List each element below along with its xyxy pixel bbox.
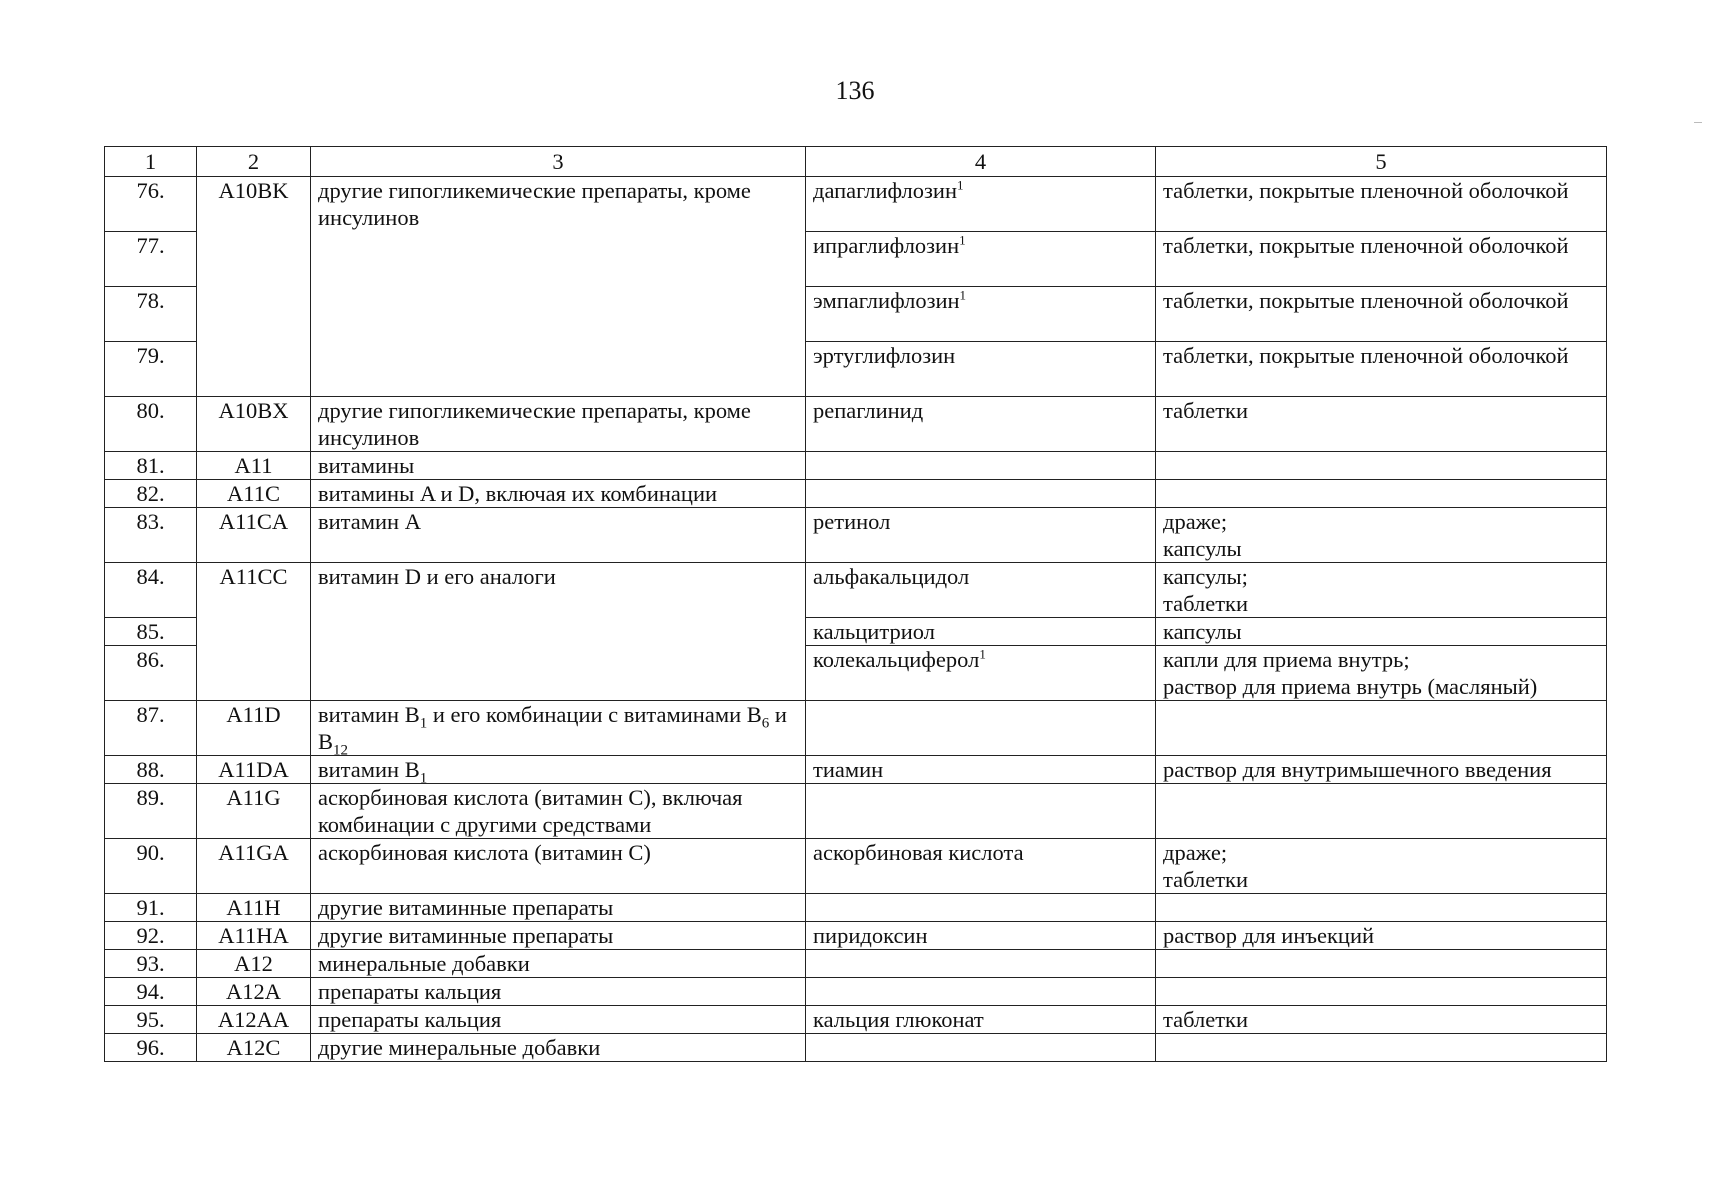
column-header: 3 [311,147,806,177]
group-name: препараты кальция [311,978,806,1006]
table-row [105,894,1607,922]
table-row [105,1034,1607,1062]
atc-code: A11D [197,701,311,756]
dosage-form: таблетки, покрытые пленочной оболочкой [1156,177,1607,232]
dosage-form: капсулы [1156,618,1607,646]
drug-name: колекальциферол$^1$ [806,646,1156,701]
atc-code: A10BX [197,397,311,452]
drug-name [806,1034,1156,1062]
atc-code: A11GA [197,839,311,894]
atc-code: A11CC [197,563,311,701]
atc-code: A11HA [197,922,311,950]
column-header: 1 [105,147,197,177]
column-header: 4 [806,147,1156,177]
dosage-form: таблетки, покрытые пленочной оболочкой [1156,342,1607,397]
dosage-form: капсулы; таблетки [1156,563,1607,618]
row-number: 87. [105,701,197,756]
row-number: 78. [105,287,197,342]
dosage-form: раствор для инъекций [1156,922,1607,950]
atc-code: A12AA [197,1006,311,1034]
group-name: аскорбиновая кислота (витамин C), включая комбинации с другими средствами [311,784,806,839]
drug-name: дапаглифлозин$^1$ [806,177,1156,232]
atc-code: A11G [197,784,311,839]
group-name: витамины A и D, включая их комбинации [311,480,806,508]
table-header-row [105,147,1607,177]
drug-name [806,452,1156,480]
row-number: 95. [105,1006,197,1034]
group-name: минеральные добавки [311,950,806,978]
group-name: витамин D и его аналоги [311,563,806,701]
margin-mark [1694,122,1702,123]
table-row [105,1006,1607,1034]
drug-name: кальция глюконат [806,1006,1156,1034]
dosage-form: раствор для внутримышечного введения [1156,756,1607,784]
row-number: 86. [105,646,197,701]
row-number: 96. [105,1034,197,1062]
footnote-mark: 1 [959,287,967,303]
drug-name: эртуглифлозин [806,342,1156,397]
group-name: другие гипогликемические препараты, кроме инсулинов [311,397,806,452]
group-name: витамины [311,452,806,480]
row-number: 92. [105,922,197,950]
group-name: препараты кальция [311,1006,806,1034]
row-number: 85. [105,618,197,646]
table-row [105,452,1607,480]
row-number: 94. [105,978,197,1006]
drug-name [806,480,1156,508]
row-number: 79. [105,342,197,397]
row-number: 91. [105,894,197,922]
table-row [105,756,1607,784]
dosage-form [1156,1034,1607,1062]
atc-code: A12 [197,950,311,978]
drug-name [806,950,1156,978]
dosage-form [1156,784,1607,839]
table-row [105,922,1607,950]
row-number: 88. [105,756,197,784]
dosage-form [1156,950,1607,978]
dosage-form: таблетки, покрытые пленочной оболочкой [1156,232,1607,287]
atc-code: A12C [197,1034,311,1062]
atc-code: A11H [197,894,311,922]
dosage-form [1156,978,1607,1006]
footnote-mark: 1 [979,646,986,662]
table-row [105,839,1607,894]
table-row [105,978,1607,1006]
drug-name [806,784,1156,839]
row-number: 81. [105,452,197,480]
dosage-form [1156,452,1607,480]
atc-code: A12A [197,978,311,1006]
row-number: 77. [105,232,197,287]
page-number: 136 [835,76,875,105]
group-name: аскорбиновая кислота (витамин C) [311,839,806,894]
group-name: витамин A [311,508,806,563]
row-number: 90. [105,839,197,894]
table-row [105,177,1607,232]
dosage-form [1156,480,1607,508]
group-name: другие витаминные препараты [311,894,806,922]
table-row [105,784,1607,839]
table-row [105,397,1607,452]
row-number: 84. [105,563,197,618]
column-header: 5 [1156,147,1607,177]
group-name: другие витаминные препараты [311,922,806,950]
dosage-form [1156,701,1607,756]
group-name: другие гипогликемические препараты, кроме инсулинов [311,177,806,397]
drug-name: репаглинид [806,397,1156,452]
row-number: 83. [105,508,197,563]
drug-name [806,894,1156,922]
drug-name: ипраглифлозин$^1$ [806,232,1156,287]
table-row [105,508,1607,563]
dosage-form [1156,894,1607,922]
drug-name [806,701,1156,756]
row-number: 76. [105,177,197,232]
group-name: витамин $B_1$ и его комбинации с витаминами $B_6$ и $B_{12}$ [311,701,806,756]
dosage-form: драже; таблетки [1156,839,1607,894]
atc-code: A11 [197,452,311,480]
drug-name: ретинол [806,508,1156,563]
group-name: витамин $B_1$ [311,756,806,784]
atc-code: A11C [197,480,311,508]
table-row [105,701,1607,756]
dosage-form: таблетки [1156,1006,1607,1034]
drug-name: тиамин [806,756,1156,784]
table-row [105,563,1607,618]
atc-code: A11CA [197,508,311,563]
dosage-form: таблетки, покрытые пленочной оболочкой [1156,287,1607,342]
drug-name: аскорбиновая кислота [806,839,1156,894]
dosage-form: капли для приема внутрь; раствор для приема внутрь (масляный) [1156,646,1607,701]
atc-code: A11DA [197,756,311,784]
row-number: 93. [105,950,197,978]
dosage-form: драже; капсулы [1156,508,1607,563]
drug-list-table [104,146,1607,1062]
row-number: 80. [105,397,197,452]
footnote-mark: 1 [959,232,966,248]
row-number: 89. [105,784,197,839]
footnote-mark: 1 [957,177,964,193]
table-row [105,480,1607,508]
drug-name: кальцитриол [806,618,1156,646]
drug-name: альфакальцидол [806,563,1156,618]
drug-name: эмпаглифлозин$^1$ [806,287,1156,342]
group-name: другие минеральные добавки [311,1034,806,1062]
atc-code: A10BK [197,177,311,397]
drug-name: пиридоксин [806,922,1156,950]
column-header: 2 [197,147,311,177]
row-number: 82. [105,480,197,508]
drug-name [806,978,1156,1006]
dosage-form: таблетки [1156,397,1607,452]
table-row [105,950,1607,978]
